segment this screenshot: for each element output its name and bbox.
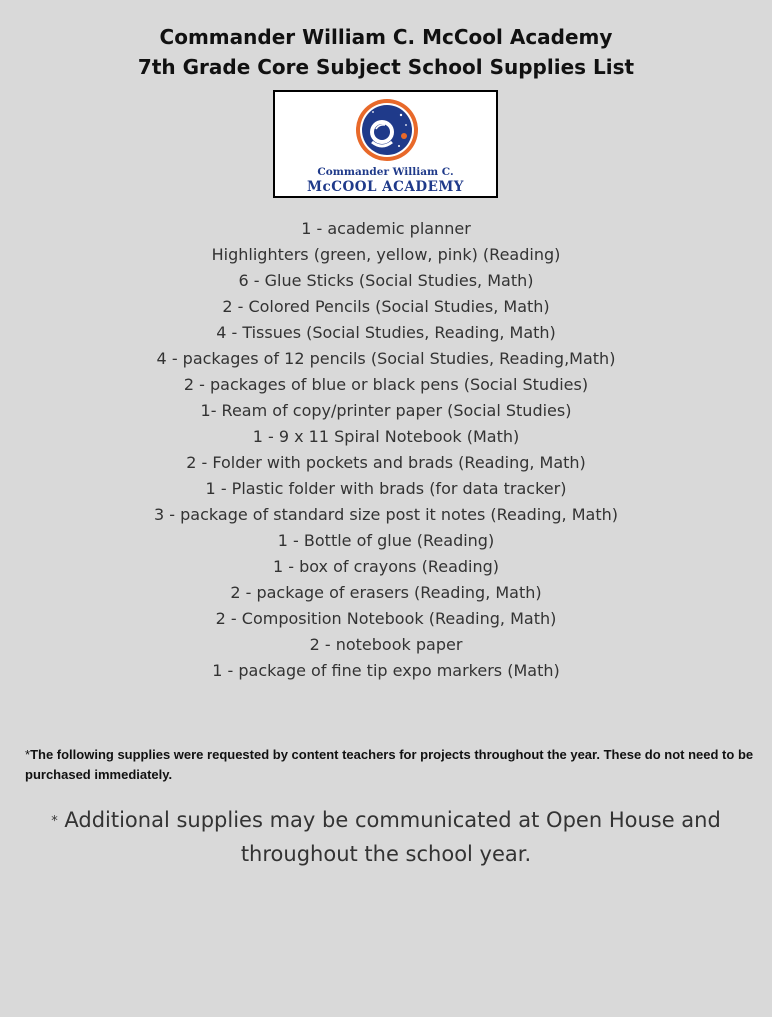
additional-asterisk: * <box>51 814 58 829</box>
note-text: The following supplies were requested by content teachers for projects throughout the year. These do not need to be purchased immediately. <box>25 747 754 782</box>
list-title: 7th Grade Core Subject School Supplies List <box>137 55 635 79</box>
supply-item: 4 - Tissues (Social Studies, Reading, Math) <box>216 323 556 342</box>
supply-item: 1 - academic planner <box>301 219 471 238</box>
supply-item: 2 - Composition Notebook (Reading, Math) <box>215 609 557 628</box>
supply-item: 3 - package of standard size post it notes (Reading, Math) <box>154 505 618 524</box>
additional-text: Additional supplies may be communicated at Open House and throughout the school year. <box>64 808 721 866</box>
supply-item: 2 - Colored Pencils (Social Studies, Math) <box>222 297 550 316</box>
supply-item: 1 - 9 x 11 Spiral Notebook (Math) <box>252 427 520 446</box>
supply-item: 2 - package of erasers (Reading, Math) <box>230 583 542 602</box>
supply-item: Highlighters (green, yellow, pink) (Reading) <box>211 245 561 264</box>
additional-supplies-note <box>40 804 732 871</box>
astronaut-helmet-icon <box>355 98 419 162</box>
logo-text-line1: Commander William C. <box>317 166 454 178</box>
school-name: Commander William C. McCool Academy <box>159 25 613 49</box>
supply-item: 2 - packages of blue or black pens (Social Studies) <box>183 375 589 394</box>
supply-item: 1 - box of crayons (Reading) <box>272 557 500 576</box>
teacher-request-note <box>25 745 755 785</box>
note-asterisk: * <box>25 747 31 762</box>
supply-item: 2 - notebook paper <box>309 635 463 654</box>
page-header <box>0 22 772 82</box>
supplies-list <box>0 216 772 684</box>
supply-item: 2 - Folder with pockets and brads (Reading, Math) <box>186 453 586 472</box>
academy-logo <box>273 90 498 198</box>
supply-item: 1 - Plastic folder with brads (for data tracker) <box>205 479 567 498</box>
supply-item: 1- Ream of copy/printer paper (Social Studies) <box>200 401 572 420</box>
logo-text-line2: McCOOL ACADEMY <box>307 179 464 195</box>
supply-item: 4 - packages of 12 pencils (Social Studies, Reading,Math) <box>156 349 616 368</box>
supply-item: 6 - Glue Sticks (Social Studies, Math) <box>238 271 534 290</box>
supply-item: 1 - package of fine tip expo markers (Math) <box>212 661 560 680</box>
supply-item: 1 - Bottle of glue (Reading) <box>277 531 495 550</box>
